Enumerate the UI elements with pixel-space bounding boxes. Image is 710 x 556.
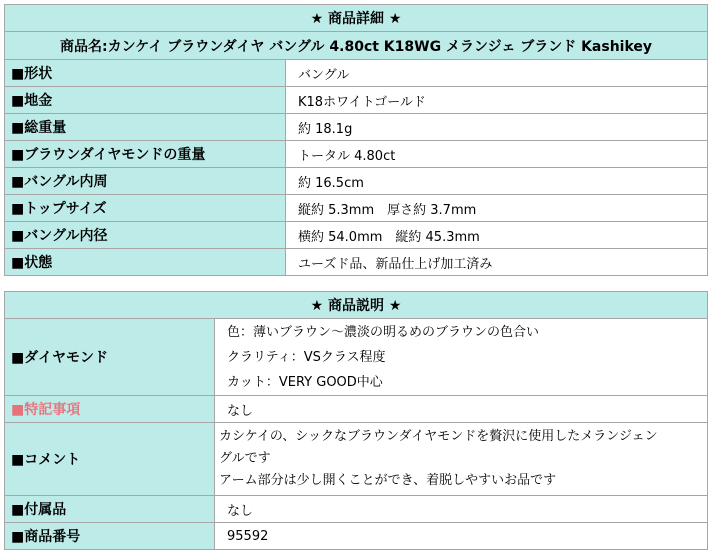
item-number-label: ■商品番号 [5, 523, 215, 550]
special-notes-value: なし [215, 396, 708, 423]
diamond-weight-value: トータル 4.80ct [286, 141, 708, 168]
item-number-value: 95592 [215, 523, 708, 550]
product-details-table [4, 4, 708, 276]
comment-line: カシケイの、シックなブラウンダイヤモンドを贅沢に使用したメランジェン [219, 429, 658, 444]
comment-text [215, 423, 708, 496]
comment-line: グルです [219, 451, 271, 466]
diamond-details [215, 319, 708, 396]
diamond-label: ■ダイヤモンド [5, 319, 215, 396]
inner-diameter-value: 横約 54.0mm 縦約 45.3mm [286, 222, 708, 249]
total-weight-label: ■総重量 [5, 114, 286, 141]
product-name: 商品名:カンケイ ブラウンダイヤ バングル 4.80ct K18WG メランジェ ブランド Kashikey [5, 32, 708, 60]
metal-label: ■地金 [5, 87, 286, 114]
diamond-cut-line: カット：VERY GOOD中心 [227, 374, 383, 390]
inner-diameter-label: ■バングル内径 [5, 222, 286, 249]
diamond-color-line: 色：薄いブラウン～濃淡の明るめのブラウンの色合い [227, 324, 540, 340]
total-weight-value: 約 18.1g [286, 114, 708, 141]
comment-label: ■コメント [5, 423, 215, 496]
description-header: ★ 商品説明 ★ [5, 292, 708, 319]
accessories-value: なし [215, 496, 708, 523]
diamond-clarity-line: クラリティ：VSクラス程度 [227, 349, 386, 365]
top-size-label: ■トップサイズ [5, 195, 286, 222]
special-notes-label: ■特記事項 [5, 396, 215, 423]
details-header: ★ 商品詳細 ★ [5, 5, 708, 32]
bangle-circumference-label: ■バングル内周 [5, 168, 286, 195]
shape-value: バングル [286, 60, 708, 87]
metal-value: K18ホワイトゴールド [286, 87, 708, 114]
condition-value: ユーズド品、新品仕上げ加工済み [286, 249, 708, 276]
top-size-value: 縦約 5.3mm 厚さ約 3.7mm [286, 195, 708, 222]
bangle-circumference-value: 約 16.5cm [286, 168, 708, 195]
product-description-table [4, 291, 708, 550]
shape-label: ■形状 [5, 60, 286, 87]
diamond-weight-label: ■ブラウンダイヤモンドの重量 [5, 141, 286, 168]
accessories-label: ■付属品 [5, 496, 215, 523]
comment-line: アーム部分は少し開くことができ、着脱しやすいお品です [219, 473, 557, 488]
condition-label: ■状態 [5, 249, 286, 276]
